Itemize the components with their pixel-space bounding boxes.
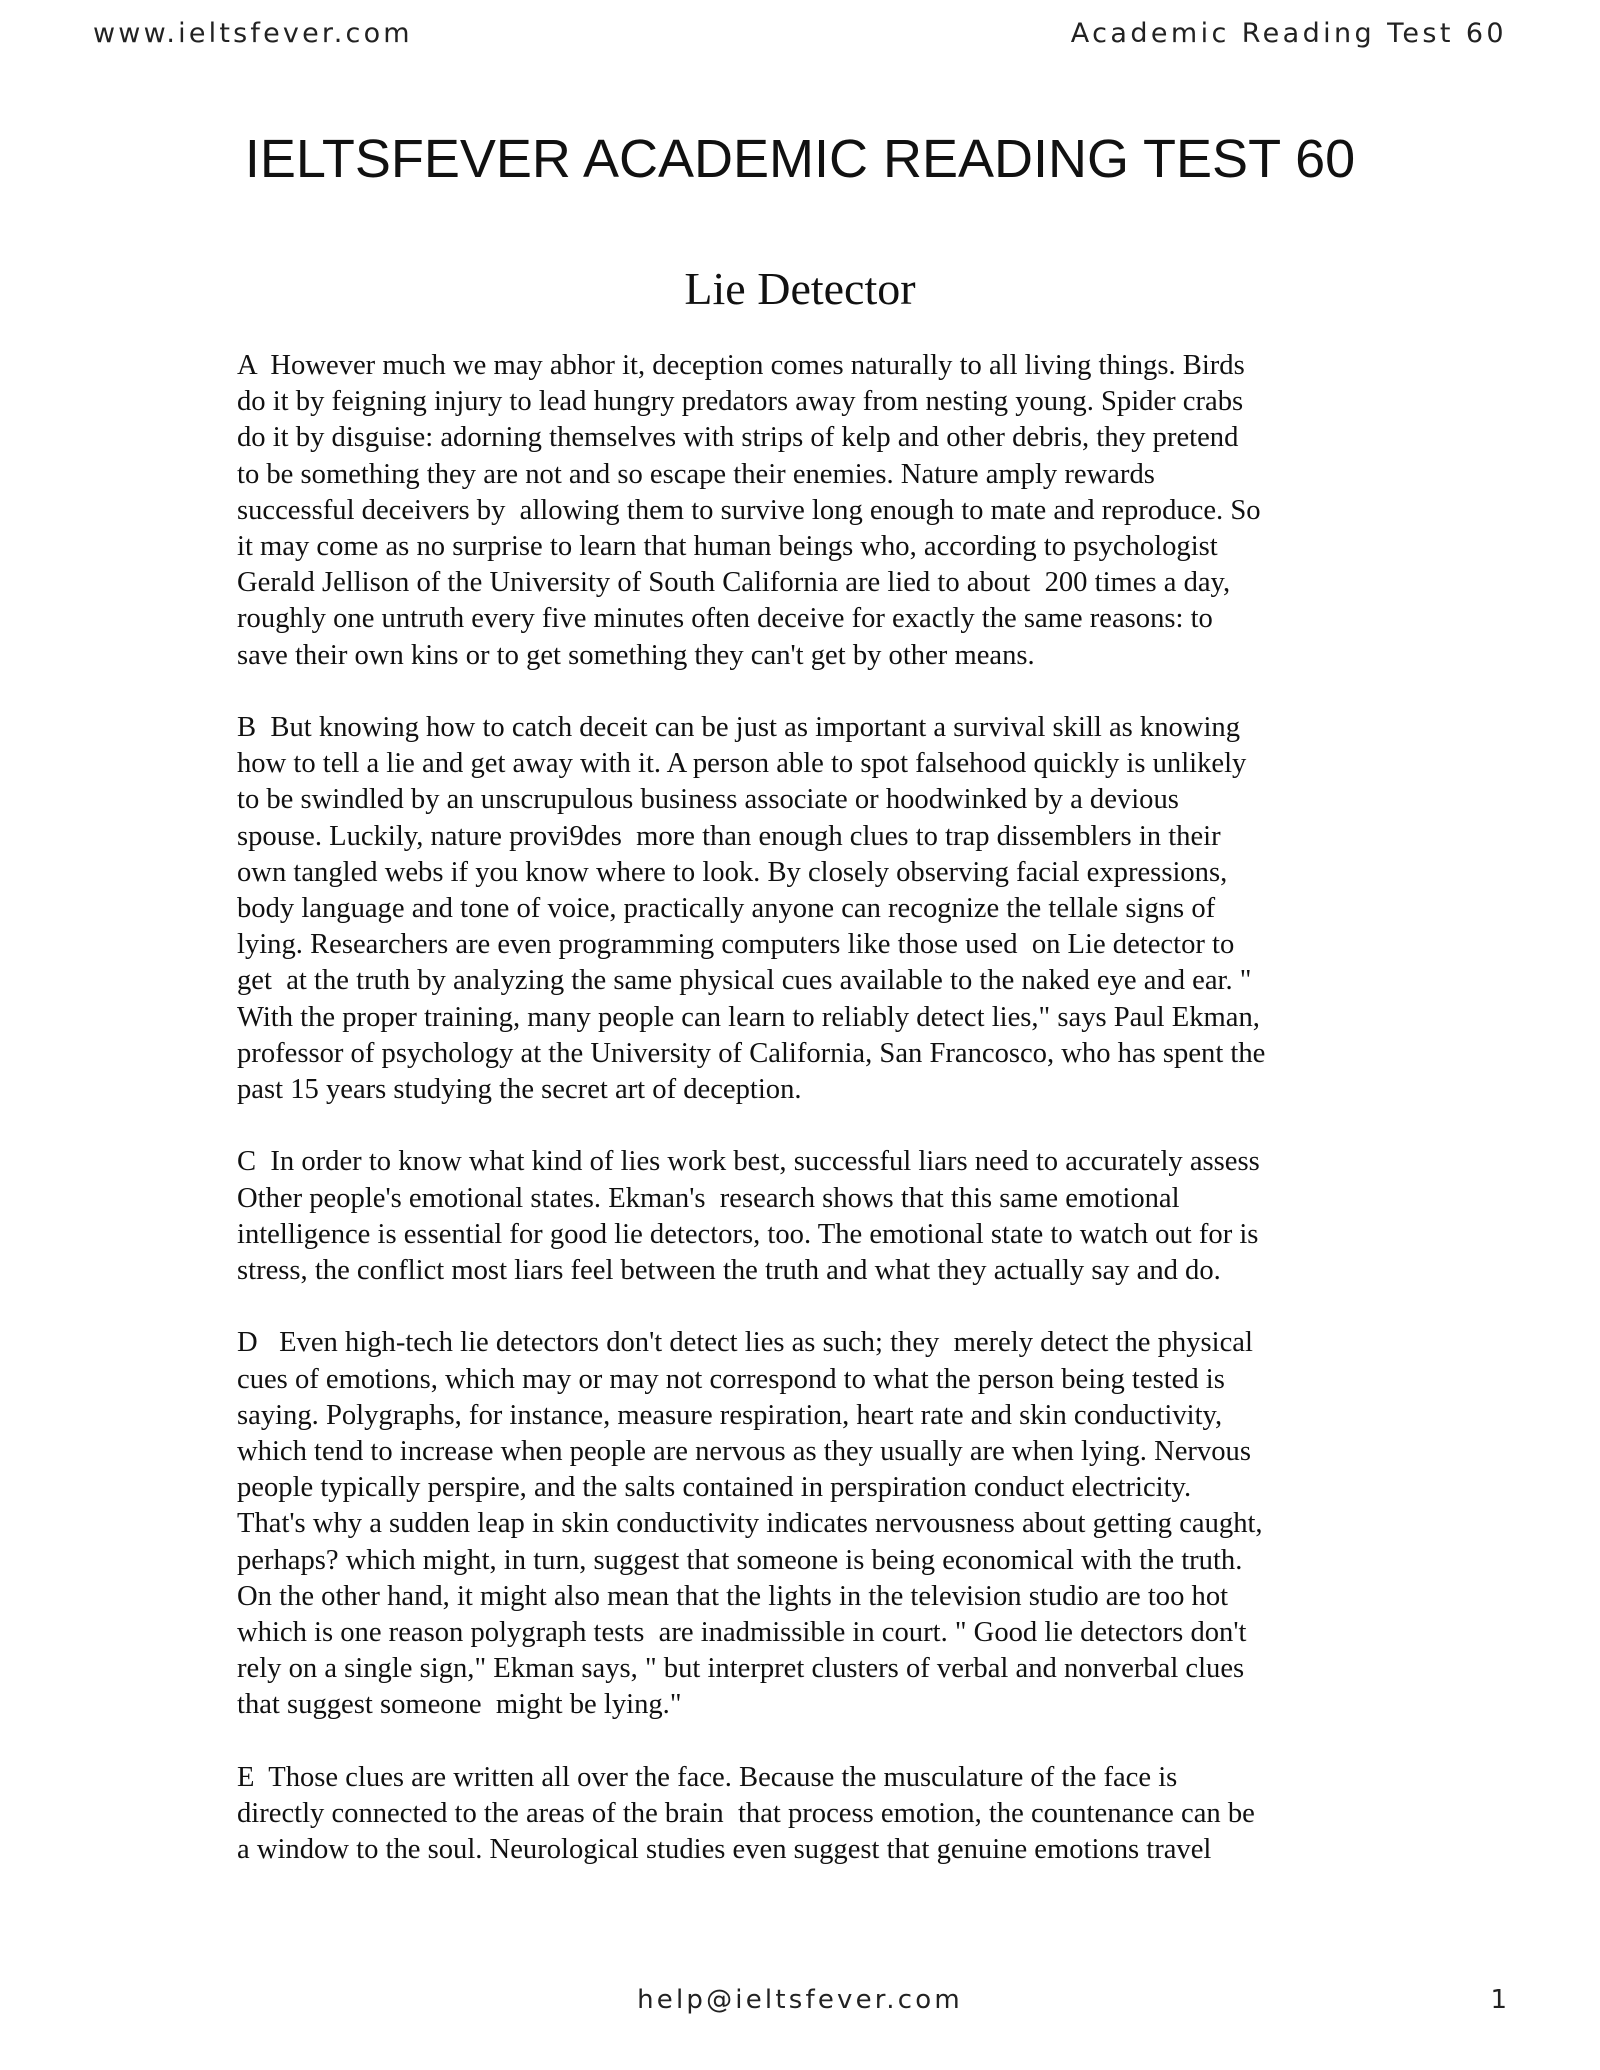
- paragraph-line: how to tell a lie and get away with it. A person able to spot falsehood quickly is unlikely: [237, 748, 1247, 780]
- paragraph-line: roughly one untruth every five minutes often deceive for exactly the same reasons: to: [237, 603, 1213, 635]
- article-body: [237, 348, 1387, 1905]
- paragraph-line: D Even high-tech lie detectors don't detect lies as such; they merely detect the physical: [237, 1327, 1253, 1359]
- paragraph: [237, 710, 1387, 1108]
- paragraph-line: C In order to know what kind of lies work best, successful liars need to accurately assess: [237, 1146, 1260, 1178]
- paragraph-line: cues of emotions, which may or may not correspond to what the person being tested is: [237, 1363, 1225, 1395]
- paragraph-line: perhaps? which might, in turn, suggest that someone is being economical with the truth.: [237, 1544, 1243, 1576]
- paragraph-line: own tangled webs if you know where to look. By closely observing facial expressions,: [237, 856, 1228, 888]
- paragraph: [237, 348, 1387, 674]
- paragraph-line: people typically perspire, and the salts contained in perspiration conduct electricity.: [237, 1472, 1192, 1504]
- paragraph-line: past 15 years studying the secret art of deception.: [237, 1074, 802, 1106]
- paragraph-line: A However much we may abhor it, deception comes naturally to all living things. Birds: [237, 350, 1245, 381]
- paragraph-line: do it by feigning injury to lead hungry predators away from nesting young. Spider crabs: [237, 386, 1244, 418]
- paragraph-line: directly connected to the areas of the brain that process emotion, the countenance can be: [237, 1798, 1255, 1830]
- test-label: Academic Reading Test 60: [1070, 18, 1507, 49]
- paragraph-line: B But knowing how to catch deceit can be just as important a survival skill as knowing: [237, 712, 1240, 744]
- paragraph-line: With the proper training, many people can learn to reliably detect lies," says Paul Ekman,: [237, 1001, 1260, 1033]
- paragraph-line: That's why a sudden leap in skin conductivity indicates nervousness about getting caught,: [237, 1508, 1263, 1540]
- page-number: 1: [1490, 1985, 1507, 2015]
- paragraph-line: professor of psychology at the University of California, San Francosco, who has spent the: [237, 1037, 1266, 1069]
- paragraph-line: Gerald Jellison of the University of South California are lied to about 200 times a day,: [237, 567, 1231, 599]
- paragraph: [237, 1760, 1387, 1869]
- paragraph-line: that suggest someone might be lying.": [237, 1689, 682, 1721]
- paragraph-line: Other people's emotional states. Ekman's research shows that this same emotional: [237, 1182, 1180, 1214]
- paragraph-line: which tend to increase when people are nervous as they usually are when lying. Nervous: [237, 1436, 1251, 1468]
- paragraph-line: to be swindled by an unscrupulous business associate or hoodwinked by a devious: [237, 784, 1179, 816]
- paragraph-line: it may come as no surprise to learn that human beings who, according to psychologist: [237, 531, 1218, 563]
- paragraph-line: E Those clues are written all over the face. Because the musculature of the face is: [237, 1761, 1178, 1793]
- website-label: www.ieltsfever.com: [93, 18, 413, 49]
- paragraph-line: stress, the conflict most liars feel between the truth and what they actually say and do.: [237, 1255, 1221, 1287]
- paragraph-line: lying. Researchers are even programming computers like those used on Lie detector to: [237, 929, 1235, 961]
- paragraph-line: spouse. Luckily, nature provi9des more than enough clues to trap dissemblers in their: [237, 820, 1221, 852]
- paragraph-line: rely on a single sign," Ekman says, " but interpret clusters of verbal and nonverbal clues: [237, 1653, 1245, 1685]
- paragraph-line: saying. Polygraphs, for instance, measure respiration, heart rate and skin conductivity,: [237, 1399, 1223, 1431]
- paragraph-line: save their own kins or to get something they can't get by other means.: [237, 639, 1035, 671]
- paragraph-line: get at the truth by analyzing the same physical cues available to the naked eye and ear. ": [237, 965, 1252, 997]
- paragraph-line: On the other hand, it might also mean that the lights in the television studio are too hot: [237, 1580, 1229, 1612]
- paragraph-line: which is one reason polygraph tests are inadmissible in court. " Good lie detectors don't: [237, 1617, 1247, 1649]
- paragraph: [237, 1144, 1387, 1289]
- paragraph-line: body language and tone of voice, practically anyone can recognize the tellale signs of: [237, 893, 1216, 925]
- paragraph-line: successful deceivers by allowing them to survive long enough to mate and reproduce. So: [237, 494, 1261, 526]
- paragraph-line: intelligence is essential for good lie detectors, too. The emotional state to watch out for is: [237, 1218, 1259, 1250]
- paragraph-line: a window to the soul. Neurological studies even suggest that genuine emotions travel: [237, 1834, 1212, 1866]
- paragraph-line: do it by disguise: adorning themselves with strips of kelp and other debris, they pretend: [237, 422, 1239, 454]
- page-title: IELTSFEVER ACADEMIC READING TEST 60: [244, 129, 1356, 189]
- article-title: Lie Detector: [684, 263, 916, 314]
- paragraph: [237, 1325, 1387, 1723]
- paragraph-line: to be something they are not and so escape their enemies. Nature amply rewards: [237, 458, 1155, 490]
- footer-email: help@ieltsfever.com: [637, 1985, 963, 2015]
